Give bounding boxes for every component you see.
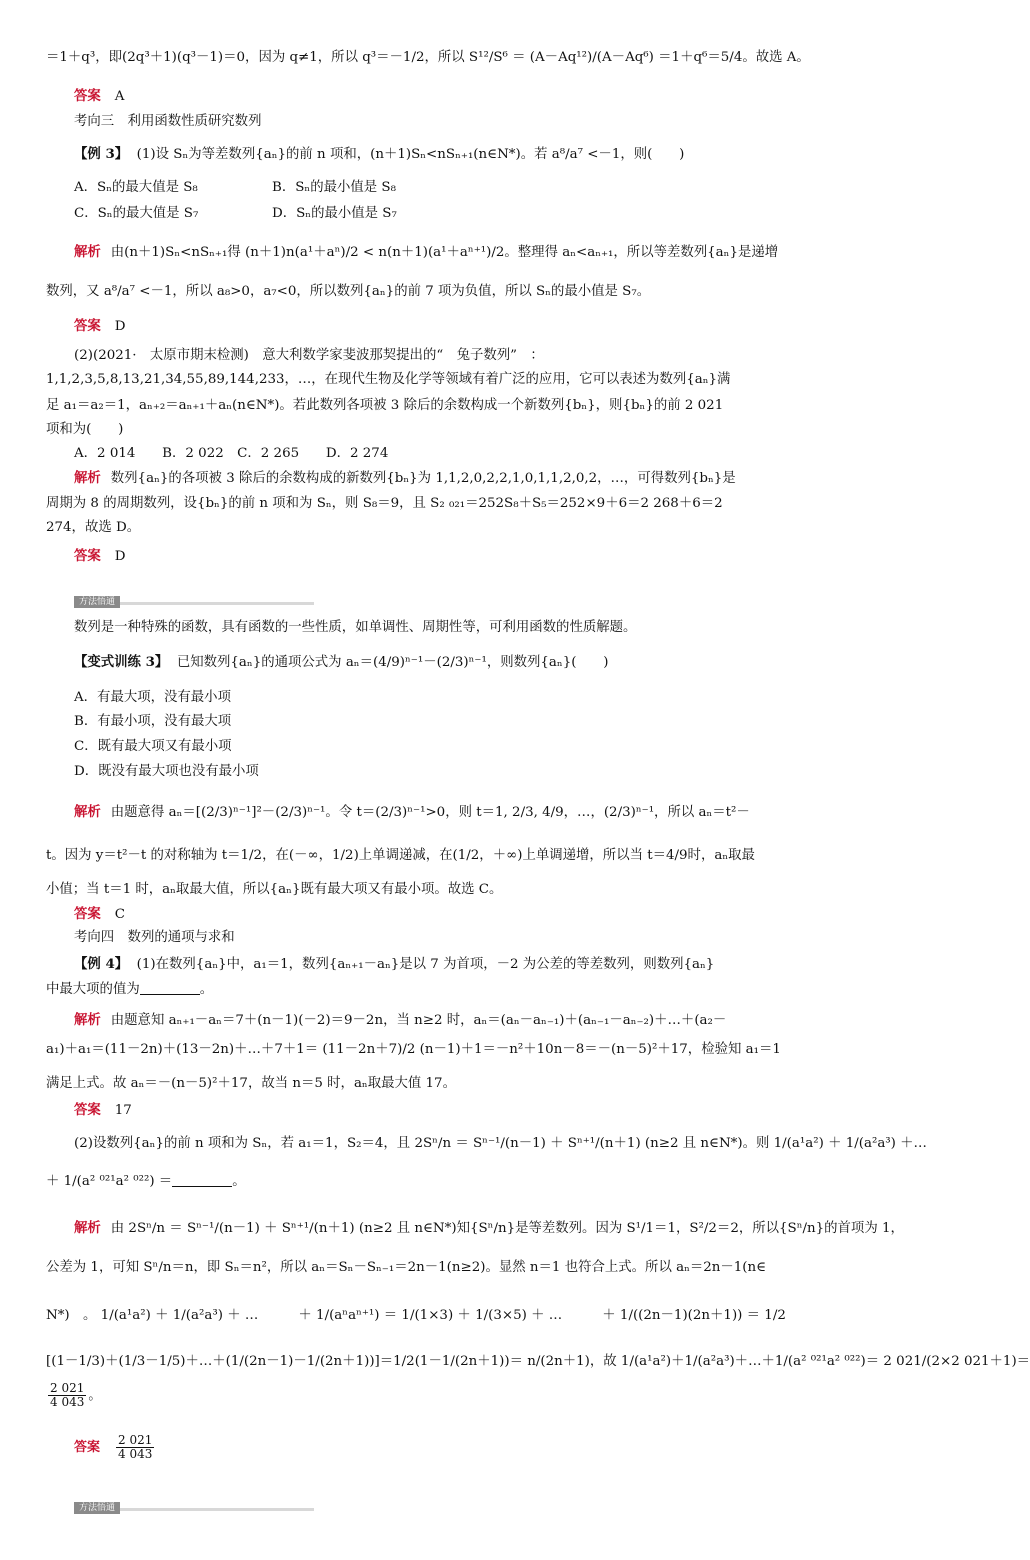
answer-line: [74, 546, 754, 567]
solution-line: N*) 。 1/(a¹a²) ＋ 1/(a²a³) ＋ … ＋ 1/(aⁿaⁿ⁺¹) ＝ 1/(1×3) ＋ 1/(3×5) ＋ … ＋ 1/((2n－1)(2n＋1)) ＝ 1/2: [46, 1308, 786, 1323]
section-heading: 考向四 数列的通项与求和: [74, 930, 235, 945]
example-label: 【例 3】: [74, 146, 129, 162]
option-d: D．Sₙ的最小值是 S₇: [272, 206, 397, 221]
badge-label: 方法悟通: [74, 596, 120, 608]
solution-text: 由 2Sⁿ/n ＝ Sⁿ⁻¹/(n－1) ＋ Sⁿ⁺¹/(n＋1) (n≥2 且 n∈N*)知{Sⁿ/n}是等差数列。因为 S¹/1＝1，S²/2＝2，所以{Sⁿ/n}的首项为 1，: [110, 1221, 904, 1236]
question-line: 中最大项的值为 。: [46, 982, 214, 997]
method-badge: [74, 596, 314, 608]
answer-label: 答案: [74, 88, 101, 104]
method-badge: [74, 1502, 314, 1514]
solution-line: 周期为 8 的周期数列，设{bₙ}的前 n 项和为 Sₙ，则 S₈＝9，且 S₂ ₀₂₁＝252S₈＋S₅＝252×9＋6＝2 268＋6＝2: [46, 496, 723, 511]
question-line: (2)(2021· 太原市期末检测) 意大利数学家斐波那契提出的“ 兔子数列” ：: [74, 348, 544, 363]
solution-line: 满足上式。故 aₙ＝－(n－5)²＋17，故当 n＝5 时，aₙ取最大值 17。: [46, 1076, 456, 1091]
answer-line: [74, 86, 754, 107]
solution-text: 由题意知 aₙ₊₁－aₙ＝7＋(n－1)(－2)＝9－2n，当 n≥2 时，aₙ＝(aₙ－aₙ₋₁)＋(aₙ₋₁－aₙ₋₂)＋…＋(a₂－: [110, 1013, 727, 1028]
question-line: (2)设数列{aₙ}的前 n 项和为 Sₙ，若 a₁＝1，S₂＝4，且 2Sⁿ/n ＝ Sⁿ⁻¹/(n－1) ＋ Sⁿ⁺¹/(n＋1) (n≥2 且 n∈N*)。则 1/(a¹a²) ＋ 1/(a²a³) ＋…: [74, 1136, 927, 1151]
answer-label: 答案: [74, 1102, 101, 1118]
option-a: A．有最大项，没有最小项: [74, 690, 231, 705]
answer-fraction: [116, 1434, 154, 1461]
solution-line: [74, 1218, 904, 1239]
example-text: (1)在数列{aₙ}中，a₁＝1，数列{aₙ₊₁－aₙ}是以 7 为首项，－2 为公差的等差数列，则数列{aₙ}: [136, 957, 715, 972]
fraction-result: $\frac{2 021}{4 043}$ 。: [50, 1381, 102, 1409]
option-c: C．既有最大项又有最小项: [74, 739, 232, 754]
answer-value: D: [114, 549, 126, 564]
method-text: 数列是一种特殊的函数，具有函数的一些性质，如单调性、周期性等，可利用函数的性质解题。: [74, 620, 637, 635]
option-d: D．既没有最大项也没有最小项: [74, 764, 259, 779]
solution-label: 解析: [74, 244, 101, 260]
fraction-numerator: 2 021: [50, 1381, 85, 1395]
solution-label: 解析: [74, 1012, 101, 1028]
fraction-denominator: 4 043: [118, 1447, 153, 1461]
question-text: ＋ 1/(a² ⁰²¹a² ⁰²²) ＝: [46, 1174, 173, 1189]
variant-text: 已知数列{aₙ}的通项公式为 aₙ＝(4/9)ⁿ⁻¹－(2/3)ⁿ⁻¹，则数列{aₙ}( ): [176, 655, 609, 670]
option-b: B．Sₙ的最小值是 S₈: [272, 180, 396, 195]
solution-line: [(1－1/3)＋(1/3－1/5)＋…＋(1/(2n－1)－1/(2n＋1))]＝1/2(1－1/(2n＋1))＝ n/(2n＋1)，故 1/(a¹a²)＋1/(a²a³)＋…＋1/(a² ⁰²¹a² ⁰²²)＝ 2 021/(2×2 021＋1)＝: [46, 1354, 1030, 1369]
answer-line: [74, 1434, 156, 1461]
fraction-numerator: 2 021: [118, 1433, 153, 1447]
answer-value: 17: [114, 1103, 132, 1118]
section-heading: 考向三 利用函数性质研究数列: [74, 114, 262, 129]
answer-label: 答案: [74, 548, 101, 564]
fraction-denominator: 4 043: [50, 1395, 85, 1409]
solution-text: 由题意得 aₙ＝[(2/3)ⁿ⁻¹]²－(2/3)ⁿ⁻¹。令 t＝(2/3)ⁿ⁻¹>0，则 t＝1, 2/3, 4/9，…，(2/3)ⁿ⁻¹，所以 aₙ＝t²－: [110, 805, 750, 820]
option-c: C．Sₙ的最大值是 S₇: [74, 206, 199, 221]
solution-line: 公差为 1，可知 Sⁿ/n＝n，即 Sₙ＝n²，所以 aₙ＝Sₙ－Sₙ₋₁＝2n－1(n≥2)。显然 n＝1 也符合上式。所以 aₙ＝2n－1(n∈: [46, 1260, 767, 1275]
example-question: [74, 954, 754, 975]
options-line: A．2 014 B．2 022 C．2 265 D．2 274: [74, 446, 389, 461]
answer-line: [74, 316, 754, 337]
solution-line: t。因为 y＝t²－t 的对称轴为 t＝1/2，在(－∞，1/2)上单调递减，在(1/2，＋∞)上单调递增，所以当 t＝4/9时，aₙ取最: [46, 848, 755, 863]
solution-text: 由(n＋1)Sₙ<nSₙ₊₁得 (n＋1)n(a¹＋aⁿ)/2 < n(n＋1)(a¹＋aⁿ⁺¹)/2。整理得 aₙ<aₙ₊₁，所以等差数列{aₙ}是递增: [110, 245, 779, 260]
solution-line: 小值；当 t＝1 时，aₙ取最大值，所以{aₙ}既有最大项又有最小项。故选 C。: [46, 882, 503, 897]
question-text: 中最大项的值为: [46, 982, 140, 997]
answer-blank: [140, 980, 200, 995]
question-line: 足 a₁＝a₂＝1，aₙ₊₂＝aₙ₊₁＋aₙ(n∈N*)。若此数列各项被 3 除后的余数构成一个新数列{bₙ}，则{bₙ}的前 2 021: [46, 398, 724, 413]
solution-label: 解析: [74, 804, 101, 820]
solution-line: [74, 468, 754, 489]
answer-line: [74, 904, 754, 925]
example-question: [74, 144, 754, 165]
solution-label: 解析: [74, 470, 101, 486]
answer-value: C: [114, 907, 126, 922]
solution-line: [74, 242, 779, 263]
solution-line: a₁)＋a₁＝(11－2n)＋(13－2n)＋…＋7＋1＝ (11－2n＋7)/2 (n－1)＋1＝－n²＋10n－8＝－(n－5)²＋17，检验知 a₁＝1: [46, 1042, 781, 1057]
answer-value: D: [114, 319, 126, 334]
option-b: B．有最小项，没有最大项: [74, 714, 232, 729]
solution-text: 数列{aₙ}的各项被 3 除后的余数构成的新数列{bₙ}为 1,1,2,0,2,2,1,0,1,1,2,0,2，…，可得数列{bₙ}是: [110, 471, 736, 486]
badge-label: 方法悟通: [74, 1502, 120, 1514]
answer-label: 答案: [74, 1440, 101, 1455]
solution-line: 数列，又 a⁸/a⁷ <－1，所以 a₈>0，a₇<0，所以数列{aₙ}的前 7 项为负值，所以 Sₙ的最小值是 S₇。: [46, 284, 651, 299]
solution-line: [74, 802, 754, 823]
question-line: ＋ 1/(a² ⁰²¹a² ⁰²²) ＝ 。: [46, 1174, 246, 1189]
answer-line: [74, 1100, 754, 1121]
example-label: 【例 4】: [74, 956, 129, 972]
solution-line: [74, 1010, 754, 1031]
solution-line: 274，故选 D。: [46, 520, 141, 535]
variant-question: [74, 652, 754, 673]
variant-label: 【变式训练 3】: [74, 654, 169, 670]
fraction: [48, 1382, 86, 1409]
answer-blank: [172, 1172, 232, 1187]
question-line: 1,1,2,3,5,8,13,21,34,55,89,144,233，…，在现代生物及化学等领域有着广泛的应用，它可以表述为数列{aₙ}满: [46, 372, 731, 387]
text-line: ＝1＋q³，即(2q³＋1)(q³－1)＝0，因为 q≠1，所以 q³＝－1/2，所以 S¹²/S⁶ ＝ (A－Aq¹²)/(A－Aq⁶) ＝1＋q⁶＝5/4。故选 A。: [46, 50, 810, 65]
solution-label: 解析: [74, 1220, 101, 1236]
option-a: A．Sₙ的最大值是 S₈: [74, 180, 198, 195]
answer-label: 答案: [74, 318, 101, 334]
answer-value: A: [114, 89, 125, 104]
answer-label: 答案: [74, 906, 101, 922]
question-line: 项和为( ): [46, 422, 124, 437]
example-text: (1)设 Sₙ为等差数列{aₙ}的前 n 项和，(n＋1)Sₙ<nSₙ₊₁(n∈N*)。若 a⁸/a⁷ <－1，则( ): [136, 147, 685, 162]
